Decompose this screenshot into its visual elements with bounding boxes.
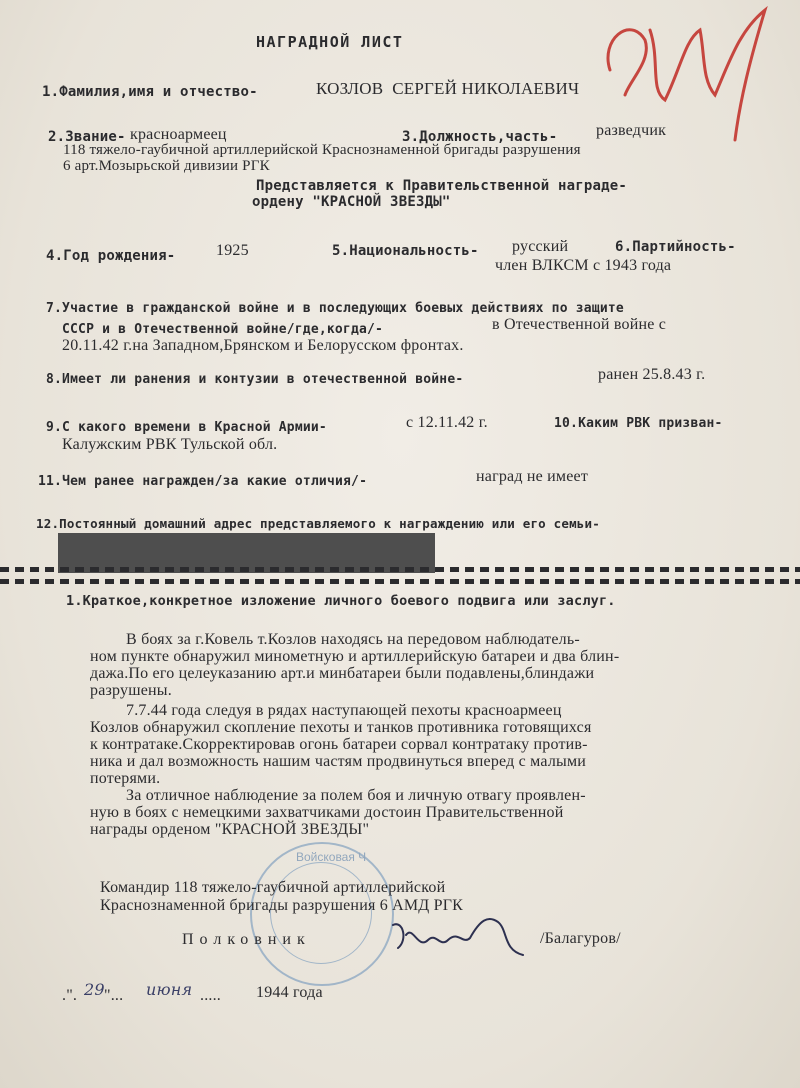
date-year: 1944 года <box>256 984 323 1001</box>
field-10-label: 10.Каким РВК призван- <box>554 416 723 431</box>
field-11-value: наград не имеет <box>476 468 589 485</box>
field-2-value: красноармеец <box>130 126 227 143</box>
field-11-label: 11.Чем ранее награжден/за какие отличия/- <box>38 474 368 489</box>
summary-p1-line-3: дажа.По его целеуказанию арт.и минбатареи были подавлены,блиндажи <box>90 665 595 682</box>
summary-p2-line-1: 7.7.44 года следуя в рядах наступающей пехоты красноармеец <box>126 702 562 719</box>
commander-name: /Балагуров/ <box>540 930 621 947</box>
field-7-line-1: 7.Участие в гражданской войне и в последующих боевых действиях по защите <box>46 301 624 316</box>
stamp-text: Войсковая Ч <box>296 850 367 864</box>
field-3-value: разведчик <box>596 122 667 139</box>
field-10-value: Калужским РВК Тульской обл. <box>62 436 278 453</box>
rank-label: Полковник <box>182 931 311 948</box>
date-dots-2: ..... <box>200 987 221 1004</box>
nomination-line-1: Представляется к Правительственной награде- <box>256 178 628 194</box>
date-separator: "... <box>104 987 124 1004</box>
summary-p2-line-5: потерями. <box>90 770 161 787</box>
nomination-line-2: ордену "КРАСНОЙ ЗВЕЗДЫ" <box>252 194 451 210</box>
unit-line-2: 6 арт.Мозырьской дивизии РГК <box>63 158 270 174</box>
field-7-line-2-label: СССР и в Отечественной войне/где,когда/- <box>62 322 384 337</box>
field-6-value: член ВЛКСМ с 1943 года <box>495 257 672 274</box>
summary-p1-line-4: разрушены. <box>90 682 172 699</box>
summary-p2-line-3: к контратаке.Скорректировав огонь батареи сорвал контратаку против- <box>90 736 588 753</box>
summary-p1-line-1: В боях за г.Ковель т.Козлов находясь на передовом наблюдатель- <box>126 631 580 648</box>
date-day: 29 <box>84 980 105 999</box>
field-7-line-2-value: в Отечественной войне с <box>492 316 667 333</box>
field-5-value: русский <box>512 238 569 255</box>
field-8-value: ранен 25.8.43 г. <box>598 366 706 383</box>
field-6-label: 6.Партийность- <box>615 239 736 255</box>
field-4-value: 1925 <box>216 242 249 259</box>
dashed-divider-2 <box>0 579 800 584</box>
commander-line-2: Краснознаменной бригады разрушения 6 АМД РГК <box>100 897 464 914</box>
field-12-label: 12.Постоянный домашний адрес представляемого к награждению или его семьи- <box>36 516 600 531</box>
date-month: июня <box>146 980 193 999</box>
summary-p3-line-2: ную в боях с немецкими захватчиками достоин Правительственной <box>90 804 564 821</box>
handwritten-signature <box>388 910 538 960</box>
unit-line-1: 118 тяжело-гаубичной артиллерийской Краснознаменной бригады разрушения <box>63 142 581 158</box>
field-1-value: КОЗЛОВ СЕРГЕЙ НИКОЛАЕВИЧ <box>316 79 580 98</box>
field-4-label: 4.Год рождения- <box>46 248 176 264</box>
field-9-value: с 12.11.42 г. <box>406 414 488 431</box>
summary-p2-line-2: Козлов обнаружил скопление пехоты и танков противника готовящихся <box>90 719 592 736</box>
dashed-divider-1 <box>0 567 800 572</box>
field-9-label: 9.С какого времени в Красной Армии- <box>46 420 327 435</box>
field-5-label: 5.Национальность- <box>332 243 479 259</box>
field-2-label: 2.Звание- <box>48 129 126 145</box>
round-stamp <box>250 842 394 986</box>
field-1-label: 1.Фамилия,имя и отчество- <box>42 84 258 100</box>
summary-heading: 1.Краткое,конкретное изложение личного боевого подвига или заслуг. <box>66 593 616 609</box>
summary-p2-line-4: ника и дал возможность нашим частям продвинуться вперед с малыми <box>90 753 587 770</box>
field-8-label: 8.Имеет ли ранения и контузии в отечественной войне- <box>46 372 464 387</box>
page-title: НАГРАДНОЙ ЛИСТ <box>256 33 404 51</box>
date-dots: .". <box>62 987 78 1004</box>
commander-line-1: Командир 118 тяжело-гаубичной артиллерийской <box>100 879 446 896</box>
summary-p3-line-3: награды орденом "КРАСНОЙ ЗВЕЗДЫ" <box>90 821 370 838</box>
summary-p1-line-2: ном пункте обнаружил минометную и артиллерийскую батареи и два блин- <box>90 648 620 665</box>
field-7-line-3: 20.11.42 г.на Западном,Брянском и Белорусском фронтах. <box>62 337 464 354</box>
field-3-label: 3.Должность,часть- <box>402 129 558 145</box>
summary-p3-line-1: За отличное наблюдение за полем боя и личную отвагу проявлен- <box>126 787 586 804</box>
